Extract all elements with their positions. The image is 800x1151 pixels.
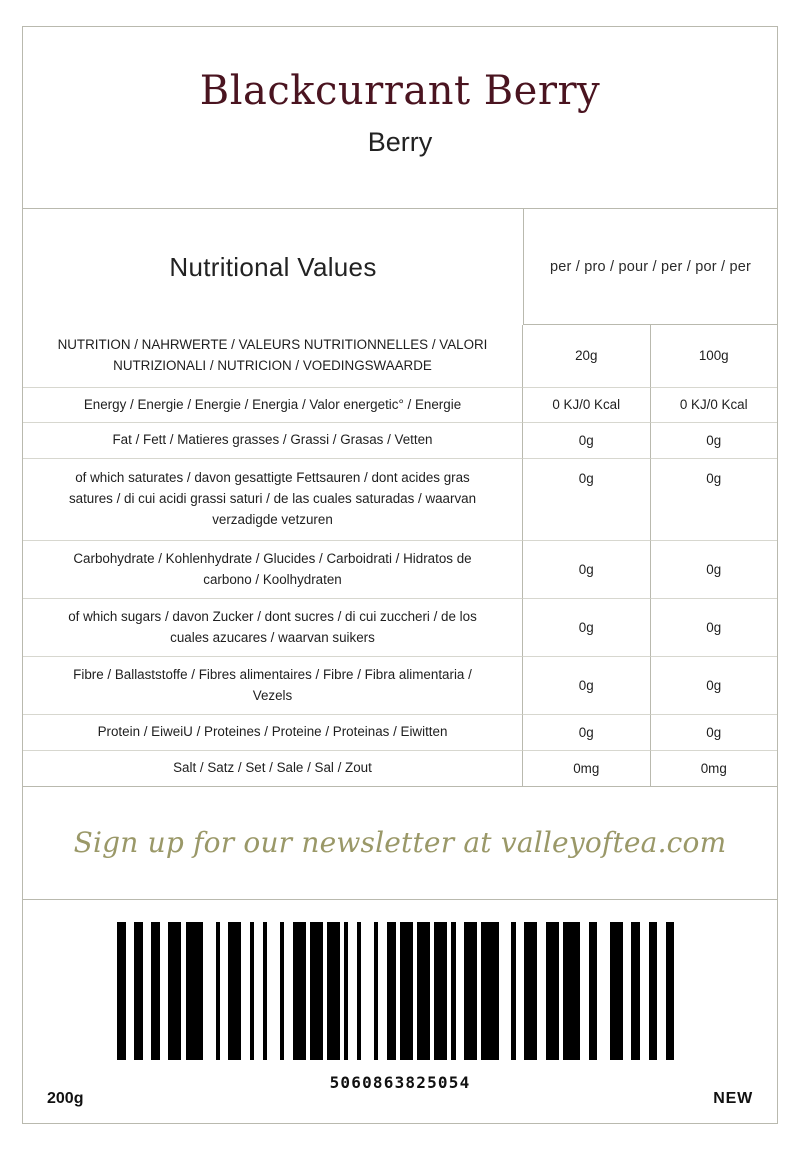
nutrition-table-head — [23, 209, 777, 325]
nutrition-header-label: NUTRITION / NAHRWERTE / VALEURS NUTRITIONNELLES / VALORI NUTRIZIONALI / NUTRICION / VOEDINGSWAARDE — [23, 325, 523, 387]
row-label: Carbohydrate / Kohlenhydrate / Glucides / Carboidrati / Hidratos de carbono / Koolhydraten — [23, 540, 523, 598]
row-value-100g: 0g — [651, 656, 778, 714]
column-header-20g: 20g — [523, 325, 651, 387]
row-value-100g: 0g — [651, 540, 778, 598]
newsletter-banner — [23, 787, 777, 900]
row-value-100g: 0g — [651, 458, 778, 540]
row-value-100g: 0mg — [651, 750, 778, 786]
row-value-100g: 0 KJ/0 Kcal — [651, 387, 778, 423]
table-row — [23, 387, 777, 423]
column-header-100g: 100g — [698, 348, 729, 364]
nutrition-section-title: Nutritional Values — [169, 251, 377, 282]
page-title: Blackcurrant Berry — [199, 68, 601, 114]
row-value-20g: 0g — [523, 458, 651, 540]
product-subtitle: Berry — [367, 127, 433, 157]
barcode — [117, 922, 683, 1060]
per-label: per / pro / pour / per / por / per — [549, 258, 752, 275]
row-value-100g: 0g — [651, 598, 778, 656]
row-value-20g: 0mg — [523, 750, 651, 786]
row-value-20g: 0g — [523, 656, 651, 714]
row-value-20g: 0 KJ/0 Kcal — [523, 387, 651, 423]
nutrition-rows — [23, 325, 777, 786]
table-row — [23, 422, 777, 458]
row-label: Salt / Satz / Set / Sale / Sal / Zout — [23, 750, 523, 786]
row-value-100g: 0g — [651, 714, 778, 750]
table-row — [23, 540, 777, 598]
row-label: of which sugars / davon Zucker / dont sucres / di cui zuccheri / de los cuales azucares / waarvan suikers — [23, 598, 523, 656]
nutrition-table — [23, 209, 777, 787]
net-weight: 200g — [47, 1090, 84, 1107]
row-value-20g: 0g — [523, 540, 651, 598]
label-header — [23, 27, 777, 209]
per-label-cell — [524, 209, 777, 325]
barcode-area — [23, 900, 777, 1123]
row-label: of which saturates / davon gesattigte Fettsauren / dont acides gras satures / di cui acidi grassi saturi / de las cuales saturadas / waarvan verzadigde vetzuren — [23, 458, 523, 540]
row-label: Fibre / Ballaststoffe / Fibres alimentaires / Fibre / Fibra alimentaria / Vezels — [23, 656, 523, 714]
row-value-20g: 0g — [523, 714, 651, 750]
product-label — [22, 26, 778, 1124]
table-row — [23, 325, 777, 387]
barcode-number: 5060863825054 — [329, 1072, 471, 1092]
table-row — [23, 750, 777, 786]
row-value-100g: 0g — [651, 422, 778, 458]
newsletter-text: Sign up for our newsletter at valleyoftea.com — [73, 826, 727, 860]
row-value-20g: 0g — [523, 598, 651, 656]
nutrition-title-cell — [23, 209, 524, 325]
table-row — [23, 714, 777, 750]
row-label: Protein / EiweiU / Proteines / Proteine / Proteinas / Eiwitten — [23, 714, 523, 750]
row-label: Energy / Energie / Energie / Energia / Valor energetic° / Energie — [23, 387, 523, 423]
table-row — [23, 458, 777, 540]
table-row — [23, 656, 777, 714]
row-label: Fat / Fett / Matieres grasses / Grassi / Grasas / Vetten — [23, 422, 523, 458]
row-value-20g: 0g — [523, 422, 651, 458]
new-badge: NEW — [713, 1090, 753, 1107]
table-row — [23, 598, 777, 656]
